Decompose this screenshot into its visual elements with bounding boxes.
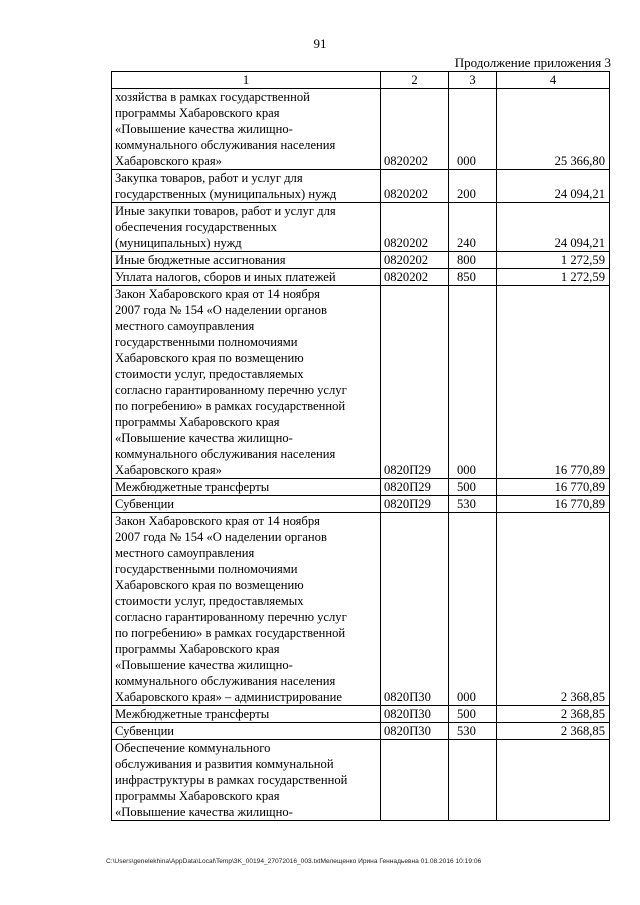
row-amount-cell: 2 368,85 — [497, 513, 610, 706]
row-type-cell: 000 — [449, 513, 497, 706]
footer-path: C:\Users\genelekhina\AppData\Local\Temp\3K_00194_27072016_003.txtМелещенко Ирина Геннадьевна 01.08.2016 10:19:06 — [106, 858, 482, 865]
row-type-cell: 500 — [449, 706, 497, 723]
row-name-cell: Закон Хабаровского края от 14 ноября 2007 года № 154 «О наделении органов местного самоуправления государственными полномочиями Хабаровского края по возмещению стоимости услуг, предоставляемых согласно гарантированному перечню услуг по погребению» в рамках государственной программы Хабаровского края «Повышение качества жилищно- коммунального обслуживания населения Хабаровского края» — [112, 286, 381, 479]
row-name-cell: Закон Хабаровского края от 14 ноября 2007 года № 154 «О наделении органов местного самоуправления государственными полномочиями Хабаровского края по возмещению стоимости услуг, предоставляемых согласно гарантированному перечню услуг по погребению» в рамках государственной программы Хабаровского края «Повышение качества жилищно- коммунального обслуживания населения Хабаровского края» – администрирование — [112, 513, 381, 706]
table-row — [112, 496, 610, 513]
row-code-cell: 0820202 — [381, 203, 449, 252]
row-code-cell: 0820202 — [381, 89, 449, 170]
table-row — [112, 252, 610, 269]
row-type-cell: 240 — [449, 203, 497, 252]
row-type-cell: 800 — [449, 252, 497, 269]
row-name-cell: Закупка товаров, работ и услуг для государственных (муниципальных) нужд — [112, 170, 381, 203]
row-code-cell: 0820202 — [381, 170, 449, 203]
row-amount-cell: 24 094,21 — [497, 203, 610, 252]
row-amount-cell: 24 094,21 — [497, 170, 610, 203]
row-name-cell: Обеспечение коммунального обслуживания и развития коммунальной инфраструктуры в рамках государственной программы Хабаровского края «Повышение качества жилищно- — [112, 740, 381, 821]
table-row — [112, 706, 610, 723]
row-code-cell: 0820П29 — [381, 286, 449, 479]
table-row — [112, 723, 610, 740]
table-row — [112, 269, 610, 286]
row-name-cell: Уплата налогов, сборов и иных платежей — [112, 269, 381, 286]
row-amount-cell: 16 770,89 — [497, 496, 610, 513]
row-amount-cell — [497, 740, 610, 821]
page-number: 91 — [313, 36, 327, 51]
table-row — [112, 89, 610, 170]
table-row — [112, 170, 610, 203]
row-amount-cell: 16 770,89 — [497, 479, 610, 496]
table-row — [112, 513, 610, 706]
row-amount-cell: 1 272,59 — [497, 269, 610, 286]
table-row — [112, 203, 610, 252]
row-amount-cell: 16 770,89 — [497, 286, 610, 479]
continuation-label: Продолжение приложения 3 — [454, 55, 611, 70]
row-type-cell: 000 — [449, 286, 497, 479]
row-type-cell: 500 — [449, 479, 497, 496]
row-name-cell: Иные закупки товаров, работ и услуг для обеспечения государственных (муниципальных) нужд — [112, 203, 381, 252]
table-row — [112, 479, 610, 496]
row-type-cell: 000 — [449, 89, 497, 170]
row-amount-cell: 25 366,80 — [497, 89, 610, 170]
row-name-cell: Субвенции — [112, 496, 381, 513]
header-row — [112, 72, 610, 89]
row-type-cell: 530 — [449, 723, 497, 740]
row-code-cell: 0820П29 — [381, 479, 449, 496]
table-row — [112, 286, 610, 479]
row-amount-cell: 1 272,59 — [497, 252, 610, 269]
row-code-cell — [381, 740, 449, 821]
row-type-cell — [449, 740, 497, 821]
row-code-cell: 0820П30 — [381, 723, 449, 740]
row-code-cell: 0820П30 — [381, 706, 449, 723]
column-header-4: 4 — [497, 72, 610, 89]
row-name-cell: Иные бюджетные ассигнования — [112, 252, 381, 269]
row-code-cell: 0820П30 — [381, 513, 449, 706]
row-type-cell: 530 — [449, 496, 497, 513]
table-row — [112, 740, 610, 821]
row-name-cell: Межбюджетные трансферты — [112, 706, 381, 723]
row-code-cell: 0820202 — [381, 252, 449, 269]
row-name-cell: Межбюджетные трансферты — [112, 479, 381, 496]
column-header-3: 3 — [449, 72, 497, 89]
budget-table — [111, 71, 610, 821]
row-amount-cell: 2 368,85 — [497, 723, 610, 740]
column-header-1: 1 — [112, 72, 381, 89]
row-type-cell: 850 — [449, 269, 497, 286]
row-amount-cell: 2 368,85 — [497, 706, 610, 723]
row-name-cell: хозяйства в рамках государственной программы Хабаровского края «Повышение качества жилищно- коммунального обслуживания населения Хабаровского края» — [112, 89, 381, 170]
row-type-cell: 200 — [449, 170, 497, 203]
row-code-cell: 0820202 — [381, 269, 449, 286]
row-name-cell: Субвенции — [112, 723, 381, 740]
column-header-2: 2 — [381, 72, 449, 89]
row-code-cell: 0820П29 — [381, 496, 449, 513]
